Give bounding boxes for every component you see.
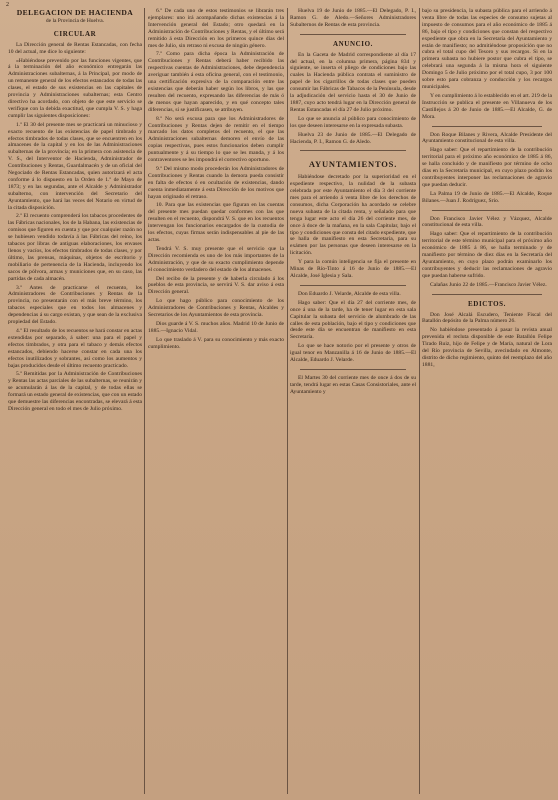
paragraph: bajo su presidencia, la subasta pública para el arriendo á venta libre de todas las especies de consumo sujetas al impuesto de consumos para el año económico de 1885 á 86, bajo el tipo y condiciones que constan del respectivo expediente que obra en la Secretaría del Ayuntamiento y están de manifiesto; no admitiéndose proposición que no cubra el total cupo del Tesoro y sus recargos. Si en la primera subasta no hubiere postor que cubra el tipo, se celebrará una segunda á la misma hora el siguiente Domingo 5 de Julio próximo por el total cupo, 3 por 100 sobre esto para cobranza y conducción y los recargos municipales. <box>422 8 552 90</box>
paragraph: Don Francisco Javier Vélez y Vázquez, Alcalde constitucional de esta villa. <box>422 215 552 229</box>
page-number: 2 <box>6 2 9 8</box>
divider <box>432 126 542 127</box>
section-subtitle: de la Provincia de Huelva. <box>45 17 105 24</box>
divider <box>432 294 542 295</box>
paragraph: 2.º El recuento comprenderá los tabacos procedentes de las Fábricas nacionales, los de la Habana, las existencias de comisos que figuren en cuenta y que por cualquier razón no se hubiesen vendido todavía á las Fábricas del reino, los tabacos por libras de antiguas elaboraciones, los envases llenos y vacíos, los efectos timbrados de todas clases, y por último, las prensas, máquinas, objetos de escritorio y mobiliario de pertenencia de la Hacienda, incluyendo los sacos de pólvora, armas y municiones que, en su caso, las partidas de cada almacén. <box>8 213 142 282</box>
column-4 <box>422 8 552 796</box>
paragraph: 1.º El 30 del presente mes se practicará un minucioso y exacto recuento de las existencias de papel timbrado y efectos timbrados de todas clases, que se encuentren en los almacenes de la capital y en los de las Administraciones subalternas de la provincia; en la primera con asistencia de V. S., del Interventor de Hacienda, Administrador de Contribuciones y Rentas, Guardalmacén y de un oficial del Negociado de Rentas Estancadas, quien autorizará el acta conforme á lo dispuesto en la Orden de 1.º de Mayo de 1873; y en las segundas, ante el Alcalde y Administrador subalterno, con intervención del Secretario del Ayuntamiento, que hará las veces del Notario en virtud de la citada disposición. <box>8 121 142 211</box>
paragraph: Habiéndose decretado por la superioridad en el expediente respectivo, la nulidad de la subasta celebrada por este Ayuntamiento el día 3 del corriente mes para el arriendo á venta libre de los derechos de consumos, dicha Corporación ha acordado se celebre nueva subasta de la citada renta, y señalado para que tenga lugar este acto el día 26 del corriente mes, de once á doce de la mañana, en la sala Capitular, bajo el tipo y condiciones que consta del citado expediente, que se halla de manifiesto en esta Secretaría, para su exámen por las personas que deseen interesarse en la licitación. <box>290 174 416 257</box>
divider <box>432 210 542 211</box>
paragraph: Don Eduardo J. Velarde, Alcalde de esta villa. <box>298 290 401 297</box>
paragraph: Hago saber: Que el día 27 del corriente mes, de once á una de la tarde, ha de tener lugar en esta sala Capitular la subasta del servicio de alumbrado de las calles de esta población, bajo el tipo y condiciones que desde este día se encuentran de manifiesto en esta Secretaría. <box>290 299 416 341</box>
paragraph: Y para la común inteligencia se fija el presente en Minas de Río-Tinto á 16 de Junio de 1885.—El Alcalde, José Iglesia y Sala. <box>290 259 416 279</box>
paragraph: En la Gaceta de Madrid correspondiente al día 17 del actual, en la columna primera, página 834 y siguiente, se inserta el pliego de condiciones bajo las cuales la Hacienda pública contrata el suministro de papel de los cigarrillos de todas clases que pueden consumir las Fábricas de Tabacos de la Península, desde la adjudicación del servicio hasta el 30 de Junio de 1887, cuyo acto tendrá lugar en la Dirección general de Rentas Estancadas el día 27 de Julio próximo. <box>290 51 416 113</box>
paragraph: No habiéndose presentado á pasar la revista anual prevenida el recluta disponible de este Batallón Felipe Tirado Ruiz, hijo de Felipe y de María, natural de Lora del Río provincia de Sevilla, avecindado en Almonte, distrito de dicho regimiento, quinto del reemplazo del año 1881, <box>422 327 552 368</box>
paragraph: 8.º No será excusa para que los Administradores de Contribuciones y Rentas dejen de remitir en el tiempo marcado los datos completos del recuento, el que las Administraciones subalternas demoren el envío de las copias respectivas, pues estos funcionarios deben cumplir puntualmente y á su tiempo lo que se les manda, y á los contraventores se les impondrá el correctivo oportuno. <box>148 115 284 164</box>
section-title: DELEGACION DE HACIENDA <box>16 8 134 17</box>
column-divider <box>287 8 288 794</box>
paragraph: 7.º Como para dicha época la Administración de Contribuciones y Rentas deberá haber recibido las respectivas cuentas de Administraciones, debe dependencia averiguar también á esta oficina general, con el testimonio, una certificación expresiva de la comparación entre las existencias que deberán haber según los libros, y las que resulten del recuento, expresando las diferencias de más ó de menos que hayan aparecido, y en qué concepto tales diferencias, si se justificasen, se atribuyen. <box>148 51 284 113</box>
ayuntamientos-heading: AYUNTAMIENTOS. <box>308 159 398 170</box>
divider <box>300 285 406 286</box>
circular-body <box>8 42 142 413</box>
paragraph: 4.º El resultado de los recuentos se hará constar en actas extendidas por separado, á saber: una para el papel y efectos timbrados, y otra para el tabaco y demás efectos estancados, debiendo hacerse constar en cada una los efectos inutilizados y sobrantes, así como los aumentos y bajas producidos desde el último recuento practicado. <box>8 327 142 369</box>
paragraph: Don Roque Bilanes y Rivera, Alcalde Presidente del Ayuntamiento constitucional de esta villa. <box>422 131 552 145</box>
paragraph: La Palma 19 de Junio de 1885.—El Alcalde, Roque Bilanes.—Juan J. Rodríguez, Srio. <box>422 190 552 204</box>
circular-heading: CIRCULAR <box>53 29 97 38</box>
column-2 <box>148 8 284 796</box>
column-1 <box>8 8 142 796</box>
divider <box>300 150 406 151</box>
paragraph: Lo que traslado á V. para su conocimiento y más exacto cumplimiento. <box>148 336 284 350</box>
paragraph: Y en cumplimiento á lo establecido en el art. 219 de la Instrucción se publica el presente en Villanueva de los Castillejos á 20 de Junio de 1885.—El Alcalde, G. de Mora. <box>422 92 552 120</box>
column-divider <box>144 8 145 794</box>
anuncio-heading: ANUNCIO. <box>333 39 373 48</box>
paragraph: Dios guarde á V. S. muchos años. Madrid 10 de Junio de 1885.—Ignacio Vidal. <box>148 320 284 334</box>
paragraph: Lo que se hace notorio por el presente y otros de igual tenor en Manzanilla á 16 de Junio de 1885.—El Alcalde, Eduardo J. Velarde. <box>290 343 416 364</box>
paragraph: «Habiéndose prevenido por las funciones vigentes, que á la terminación del año económico entregarán las Administraciones subalternas, á la Principal, por modo de un remanente general de los efectos estancados de todas las clases, el estado de sus existencias en las capitales de provincia y Administraciones subalternas; esta Centro directivo ha acordado, con objeto de que este servicio se verifique con la debida exactitud, que cumpla V. S. y haga cumplir las siguientes disposiciones: <box>8 57 142 119</box>
paragraph: Lo que hago público para conocimiento de los Administradores de Contribuciones y Rentas, Alcaldes y Secretarios de los Ayuntamientos de esta provincia. <box>148 298 284 319</box>
paragraph: Hago saber: Que el repartimiento de la contribución territorial de este término municipal para el próximo año económico de 1885 á 86, se halla terminado y de manifiesto por término de diez días en la Secretaría del Ayuntamiento, en cuyo plazo podrán examinarlo los contribuyentes y deducir las reclamaciones de agravio que puedan haberse sufrido. <box>422 231 552 279</box>
paragraph: 10. Para que las existencias que figuran en las cuentas del presente mes puedan quedar conformes con las que resulten en el recuento, dispondrá V. S. que en los recuentos intervengan los funcionarios encargados de la custodia de los efectos, cuyas firmas serán indispensables al pie de las actas. <box>148 202 284 243</box>
paragraph: 5.º Remitidas por la Administración de Contribuciones y Rentas las actas parciales de las subalternas, se reunirán y se acumularán á las de la capital, y de todas ellas se formará un estado general de existencias, que con un estado que demuestre las diferencias encontradas, se elevará á esta Dirección general en todo el mes de Julio próximo. <box>8 371 142 412</box>
paragraph: El Martes 30 del corriente mes de once á dos de su tarde, tendrá lugar en estas Casas Consistoriales, ante el Ayuntamiento y <box>290 374 416 395</box>
paragraph: 9.º Del mismo modo procederán los Administradores de Contribuciones y Rentas cuando la demora pueda consistir en falta de efectos ó en ocultación de existencias, dando cuenta inmediatamente á esta Dirección de los motivos que hayan originado el retraso. <box>148 165 284 200</box>
paragraph: Tendrá V. S. muy presente que el servicio que la Dirección recomienda es uno de los más importantes de la Administración, y que de su exacto cumplimiento depende el conocimiento verdadero del estado de los almacenes. <box>148 245 284 273</box>
paragraph: Huelva 23 de Junio de 1885.—El Delegado de Hacienda, P. I., Ramon G. de Aledo. <box>290 131 416 145</box>
paragraph: Huelva 19 de Junio de 1885.—El Delegado, P. I., Ramon G. de Aledo.—Señores Administradores Subalternos de Rentas de esta provincia. <box>290 8 416 28</box>
paragraph: 6.º De cada uno de estos testimonios se librarán tres ejemplares: uno irá acompañando dichas existencias á la Intervención general del Estado; otro quedará en la Administración de Contribuciones y Rentas, y el último será remitido á esta Dirección en los primeros quince días del mes de Julio, sin retraso ni excusa de ningún género. <box>148 8 284 49</box>
paragraph: 3.º Antes de practicarse el recuento, los Administradores de Contribuciones y Rentas de la provincia, no presentarán con el más breve término, los tabacos especiales que en todos los almacenes y dependencias á su cargo existan, y que sean de la exclusiva propiedad del Estado. <box>8 284 142 326</box>
paragraph: La Dirección general de Rentas Estancadas, con fecha 10 del actual, me dice lo siguiente: <box>8 41 142 55</box>
divider <box>300 34 406 35</box>
column-3 <box>290 8 416 796</box>
edictos-heading: EDICTOS. <box>468 299 506 308</box>
paragraph: Del recibo de la presente y de haberla circulado á los pueblos de esta provincia, se servirá V. S. dar aviso á esta Dirección general. <box>148 275 284 296</box>
divider <box>300 369 406 370</box>
paragraph: Lo que se anuncia al público para conocimiento de los que deseen interesarse en la expresada subasta. <box>290 115 416 129</box>
column-divider <box>419 8 420 794</box>
paragraph: Don José Alcalá Escudero, Teniente Fiscal del Batallón depósito de la Palma número 26. <box>422 311 552 325</box>
paragraph: Calañas Junio 22 de 1885.—Francisco Javier Vélez. <box>430 281 547 288</box>
paragraph: Hago saber: Que el repartimiento de la contribución territorial para el próximo año económico de 1885 á 86, se halla concluido y de manifiesto por término de ocho días en la Secretaría municipal, en cuyo plazo podrán los contribuyentes interponer las reclamaciones de agravio que puedan deducir. <box>422 147 552 188</box>
